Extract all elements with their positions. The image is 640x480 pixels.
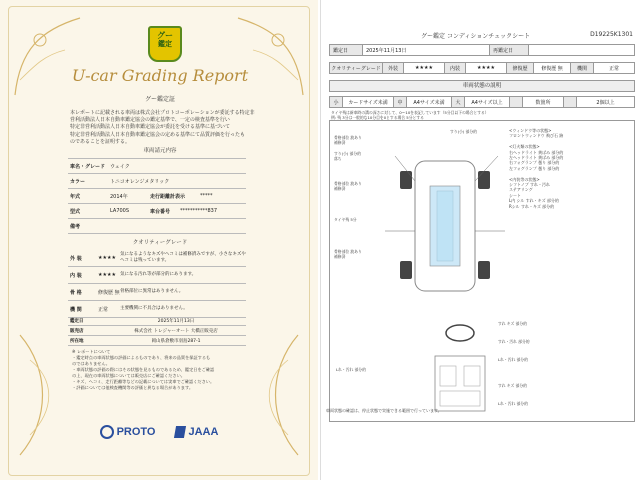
goo-badge-logo: [148, 26, 182, 62]
info-row-notes: [68, 219, 246, 234]
dealer-row-address: [68, 336, 246, 346]
engine-value: 正常: [608, 65, 619, 72]
repair-history-label: 修復歴: [507, 63, 534, 73]
scale-partial-desc: 数箇所: [523, 97, 564, 107]
scale-multi-label: [564, 97, 577, 107]
grade-key: 骨 格: [70, 289, 82, 296]
grade-stars: ★★★★: [98, 272, 116, 278]
dealer-key: 所在地: [70, 338, 84, 344]
grade-row-exterior: [68, 250, 246, 267]
grade-row-frame: [68, 284, 246, 301]
dealer-value: 株式会社 トレジャーオート 大橋正販売店: [134, 328, 218, 334]
damage-label: 骨格部位 波あり 補修済: [334, 135, 362, 145]
sheet-id: D19225K1301: [590, 31, 633, 38]
dealer-key: 販売店: [70, 328, 84, 334]
jaaa-logo-text: JAAA: [188, 425, 219, 438]
damage-label: タイヤ残 5分: [334, 217, 357, 222]
grade-row-interior: [68, 267, 246, 284]
ornament-bottom-right: [248, 330, 308, 460]
grade-section-heading: クオリティーグレード: [132, 240, 188, 246]
sheet-title: グー鑑定 コンディションチェックシート: [421, 33, 531, 40]
damage-label: Lれ・汚れ 部分的: [336, 367, 366, 372]
vehicle-condition-heading: 車両状態の説明: [329, 80, 635, 92]
quality-grade-label: クオリティーグレード: [330, 63, 383, 73]
grade-stars: ★★★★: [98, 255, 116, 261]
proto-logo: [100, 425, 156, 439]
date-row: [329, 44, 635, 56]
info-value: *****: [200, 193, 213, 199]
info-key: 車台番号: [150, 208, 171, 215]
logos: [0, 425, 318, 439]
damage-label: すり(小) 部分的 落ち: [334, 151, 361, 161]
exterior-label: 外装: [383, 63, 404, 73]
info-key: 走行距離計表示: [150, 193, 186, 200]
dealer-value: 岡山県倉敷市羽島287-1: [151, 338, 201, 344]
damage-label: すれ・汚れ 部分的: [498, 339, 530, 344]
repair-history-value: 修復歴 無: [534, 63, 571, 73]
info-key: 備考: [70, 223, 81, 230]
badge-top-text: グー: [157, 31, 173, 40]
scale-medium-label: 中: [394, 97, 407, 107]
grade-text: 気になるようなキズやヘコミは補修済みですが、小さなキズやヘコミは残っています。: [120, 252, 246, 263]
ornament-top-right: [228, 10, 308, 100]
appraisal-date-value: 2025年11月13日: [363, 45, 490, 55]
dealer-row-shop: [68, 326, 246, 336]
dealer-key: 鑑定日: [70, 318, 84, 324]
car-interior-diagram: [420, 321, 500, 416]
grade-text: 気になる汚れ等が部分的にあります。: [120, 272, 197, 277]
dealer-table: [68, 316, 246, 346]
damage-label: すり(小) 部分的: [450, 129, 477, 134]
grade-key: 機 関: [70, 306, 82, 313]
info-key: 車名・グレード: [70, 163, 106, 170]
damage-label: すれ キズ 部分的: [498, 321, 527, 326]
ornament-bottom-left: [10, 330, 70, 460]
info-row-color: [68, 174, 246, 189]
info-value: LA700S: [110, 208, 130, 214]
damage-label: 骨格部位 波あり 補修済: [334, 249, 362, 259]
dealer-row-date: [68, 316, 246, 326]
info-value: トニコオレンジメタリック: [110, 178, 170, 185]
grade-table: [68, 250, 246, 318]
condition-legend: <ウィンドウ等の状態> フロントウィンドウ 飛び石 跡 <灯火類の状態> 右ヘッドライト 黄ばみ 部分的 左ヘッドライト 黄ばみ 部分的 右フォグランプ 曇り 部分的 左フォグランプ 曇り 部分的 <内装等の状態> シフトノブ すれ・汚れ ステアリング シート L内 シル すれ・キズ 部分的 Rシル すれ・キズ 部分的: [509, 128, 564, 209]
grade-text: 骨格部位に異常はありません。: [120, 289, 184, 294]
scale-multi-desc: 2個以上: [596, 99, 615, 106]
vehicle-section-heading: 車両請元内容: [143, 148, 177, 154]
damage-label: 骨格部位 波あり 補修済: [334, 181, 362, 191]
report-intro: 本レポートに記載される車両は株式会社プロトコーポレーションが委託する特定非 営利活動法人日本自動車鑑定協会の鑑定基準で、一定の検査基準を行い 特定非営利活動法人日本自動車鑑定協会が委託を受ける基準に基づいて 特定非営利活動法人日本自動車鑑定協会の定める基準にて品質評価を行ったも のであることを証明する。: [70, 110, 255, 145]
scale-small-label: 小: [330, 97, 343, 107]
grading-report-panel: [0, 0, 318, 480]
info-key: カラー: [70, 178, 86, 185]
scale-large-label: 大: [452, 97, 465, 107]
info-value: 2014年: [110, 193, 128, 200]
grade-stars: 正常: [98, 306, 109, 313]
info-row-name: [68, 159, 246, 174]
damage-label: Lれ・汚れ 部分的: [498, 401, 528, 406]
grade-row: [329, 62, 635, 74]
ornament-top-left: [10, 10, 90, 100]
report-title: U-car Grading Report: [71, 66, 249, 85]
car-diagram: [380, 151, 510, 301]
grade-text: 主要機関に不具合はありません。: [120, 306, 188, 311]
badge-bottom-text: 鑑定: [158, 40, 172, 48]
engine-label: 機関: [571, 63, 594, 73]
interior-value: ★★★★: [466, 63, 507, 73]
info-row-year: [68, 189, 246, 204]
tire-note: タイヤ残は新車時の溝の深さに対して、0〜10を表記しています（5分目以下の場合とする） 例: 残 3分は一般的な10分目を0とする場合 5分とする: [331, 110, 489, 120]
sheet-footer-note: 車両状態の確認は、停止状態で実施できる範囲で行っています。: [326, 408, 442, 413]
reappraisal-date-label: 再鑑定日: [490, 45, 529, 55]
grade-key: 内 装: [70, 272, 82, 279]
proto-mark-icon: [100, 425, 114, 439]
scale-small-desc: カードサイズ未満: [343, 97, 394, 107]
scale-partial-label: [510, 97, 523, 107]
info-row-model: [68, 204, 246, 219]
reappraisal-date-value: [529, 45, 634, 55]
scale-large-desc: A4サイズ以上: [465, 97, 510, 107]
dealer-value: 2025年11月13日: [157, 318, 195, 324]
diagram-box: [329, 120, 635, 422]
jaaa-mark-icon: [174, 426, 186, 438]
info-value: ウェイク: [110, 163, 130, 170]
jaaa-logo: [175, 426, 218, 438]
grade-stars: 修復歴 無: [98, 289, 120, 296]
report-subtitle: グー鑑定証: [144, 96, 175, 103]
grade-key: 外 装: [70, 255, 82, 262]
info-key: 年式: [70, 193, 81, 200]
vehicle-info-table: [68, 158, 246, 234]
damage-label: Lれ・汚れ 部分的: [498, 357, 528, 362]
info-value: ***********837: [180, 208, 218, 214]
appraisal-date-label: 鑑定日: [330, 45, 363, 55]
damage-label: すれ キズ 部分的: [498, 383, 527, 388]
proto-logo-text: PROTO: [116, 425, 156, 438]
info-key: 型式: [70, 208, 81, 215]
report-notes: ※ レポートについて ・鑑定時点の車両状態の評価によるものであり、将来の品質を保証するも のではありません。 ・車両状態の評価の際にはその状態を見るものであるため、鑑定日をご確認 の上、現在の車両状態については販売店にご確認ください。 ・キズ、ヘコミ、走行距離等などの記載については実車でご確認ください。 ・評価については他検査機関等の評価と異なる場合があります。: [72, 349, 215, 390]
exterior-value: ★★★★: [404, 63, 445, 73]
interior-label: 内装: [445, 63, 466, 73]
scale-medium-desc: A4サイズ未満: [407, 97, 452, 107]
size-scale-row: [329, 96, 635, 108]
